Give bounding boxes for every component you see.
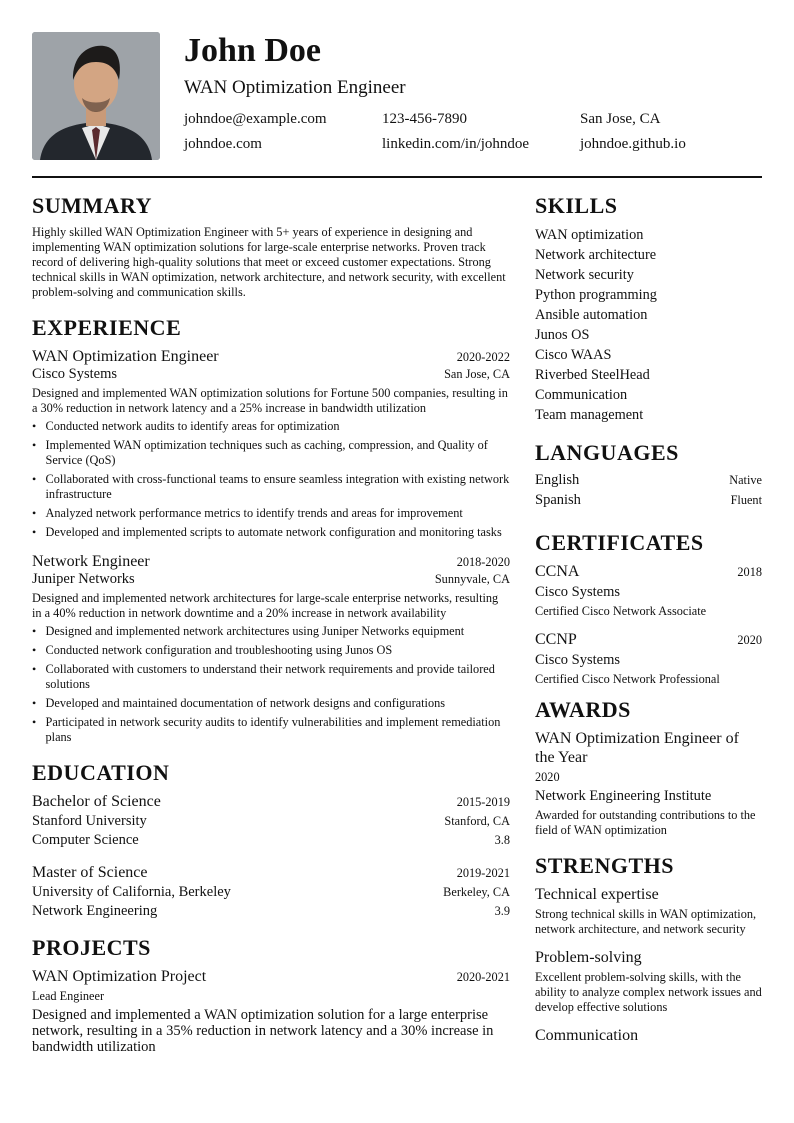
experience-heading: EXPERIENCE — [32, 315, 182, 340]
field-of-study: Computer Science — [32, 832, 139, 848]
bullet-item: • Conducted network audits to identify areas for optimization — [32, 419, 510, 434]
certificate-issuer: Cisco Systems — [535, 652, 620, 668]
awards-section — [535, 698, 762, 838]
awards-heading: AWARDS — [535, 697, 631, 722]
job-company: Cisco Systems — [32, 366, 117, 382]
skill-item: Communication — [535, 387, 628, 403]
project-role: Lead Engineer — [32, 989, 105, 1003]
skills-section — [535, 194, 762, 425]
job-title: Network Engineer — [32, 553, 150, 570]
job-entry — [32, 552, 510, 745]
language-name: English — [535, 472, 580, 488]
certificate-entry — [535, 562, 762, 619]
school-name: Stanford University — [32, 813, 147, 829]
certificate-year: 2018 — [737, 565, 762, 579]
skill-item: Riverbed SteelHead — [535, 367, 650, 383]
certificates-section — [535, 531, 762, 687]
strength-description: Strong technical skills in WAN optimization, network architecture, and network security — [535, 907, 757, 936]
contact-github[interactable]: johndoe.github.io — [580, 136, 686, 152]
certificates-heading: CERTIFICATES — [535, 530, 704, 555]
education-entry — [32, 792, 510, 849]
education-dates: 2015-2019 — [456, 795, 510, 809]
strength-entry — [535, 948, 762, 1015]
projects-section — [32, 936, 510, 1055]
projects-heading: PROJECTS — [32, 935, 151, 960]
languages-section — [535, 441, 762, 509]
skill-item: Network security — [535, 267, 634, 283]
languages-heading: LANGUAGES — [535, 440, 679, 465]
degree-name: Master of Science — [32, 864, 148, 881]
job-location: San Jose, CA — [444, 367, 510, 381]
job-description: Designed and implemented network architectures for large-scale enterprise networks, resulting in a 40% reduction in network downtime and a 20% increase in network availability — [32, 591, 499, 620]
project-title: WAN Optimization Project — [32, 968, 207, 985]
skill-item: Cisco WAAS — [535, 347, 612, 363]
contact-website[interactable]: johndoe.com — [184, 136, 262, 152]
bullet-item: • Analyzed network performance metrics to identify trends and areas for improvement — [32, 506, 510, 521]
bullet-item: • Designed and implemented network architectures using Juniper Networks equipment — [32, 624, 510, 639]
certificate-issuer: Cisco Systems — [535, 584, 620, 600]
school-location: Berkeley, CA — [443, 885, 510, 899]
bullet-item: • Developed and implemented scripts to automate network configuration and monitoring tasks — [32, 525, 510, 540]
gpa-value: 3.8 — [494, 833, 510, 847]
candidate-title: WAN Optimization Engineer — [184, 77, 406, 98]
school-name: University of California, Berkeley — [32, 884, 231, 900]
education-section — [32, 761, 510, 920]
education-heading: EDUCATION — [32, 760, 170, 785]
left-column — [32, 194, 510, 1071]
experience-section — [32, 316, 510, 745]
strengths-section — [535, 854, 762, 1045]
job-title: WAN Optimization Engineer — [32, 348, 219, 365]
gpa-value: 3.9 — [494, 904, 510, 918]
skills-heading: SKILLS — [535, 193, 618, 218]
bullet-item: • Conducted network configuration and troubleshooting using Junos OS — [32, 643, 510, 658]
portrait-icon — [32, 32, 160, 160]
award-title: WAN Optimization Engineer of the Year — [535, 730, 739, 766]
job-dates: 2020-2022 — [456, 350, 510, 364]
education-dates: 2019-2021 — [456, 866, 510, 880]
award-description: Awarded for outstanding contributions to the field of WAN optimization — [535, 808, 756, 837]
school-location: Stanford, CA — [444, 814, 510, 828]
degree-name: Bachelor of Science — [32, 793, 161, 810]
contact-linkedin[interactable]: linkedin.com/in/johndoe — [382, 136, 530, 152]
award-year: 2020 — [535, 770, 560, 784]
job-entry — [32, 347, 510, 540]
certificate-year: 2020 — [737, 633, 762, 647]
job-company: Juniper Networks — [32, 571, 135, 587]
bullet-item: • Developed and maintained documentation of network designs and configurations — [32, 696, 510, 711]
contact-location: San Jose, CA — [580, 111, 661, 127]
skill-item: Team management — [535, 407, 644, 423]
skill-item: Junos OS — [535, 327, 590, 343]
certificate-name: CCNA — [535, 563, 580, 580]
bullet-item: • Implemented WAN optimization techniques such as caching, compression, and Quality of Service (QoS) — [32, 438, 510, 468]
project-dates: 2020-2021 — [456, 970, 510, 984]
certificate-name: CCNP — [535, 631, 577, 648]
field-of-study: Network Engineering — [32, 903, 158, 919]
job-description: Designed and implemented WAN optimization solutions for Fortune 500 companies, resulting in a 30% reduction in network latency and a 25% increase in bandwidth utilization — [32, 386, 508, 415]
right-column — [535, 194, 762, 1061]
bullet-item: • Collaborated with customers to understand their network requirements and provide tailored solutions — [32, 662, 510, 692]
bullet-item: • Participated in network security audits to identify vulnerabilities and implement remediation plans — [32, 715, 510, 745]
certificate-description: Certified Cisco Network Professional — [535, 672, 720, 686]
award-entry — [535, 729, 762, 838]
bullet-item: • Collaborated with cross-functional teams to ensure seamless integration with existing network infrastructure — [32, 472, 510, 502]
education-entry — [32, 863, 510, 920]
skill-item: Network architecture — [535, 247, 657, 263]
project-description: Designed and implemented a WAN optimization solution for a large enterprise network, resulting in a 35% reduction in network latency and a 30% increase in bandwidth utilization — [32, 1007, 494, 1055]
strength-title: Problem-solving — [535, 949, 642, 966]
header-divider — [32, 176, 762, 178]
profile-photo — [32, 32, 160, 160]
skill-item: WAN optimization — [535, 227, 644, 243]
skill-item: Python programming — [535, 287, 657, 303]
job-bullets — [32, 624, 510, 745]
job-dates: 2018-2020 — [456, 555, 510, 569]
resume-header — [32, 32, 762, 160]
job-location: Sunnyvale, CA — [434, 572, 510, 586]
strength-entry — [535, 885, 762, 937]
language-level: Fluent — [730, 493, 762, 507]
strength-title: Communication — [535, 1027, 639, 1044]
strength-title: Technical expertise — [535, 886, 659, 903]
job-bullets — [32, 419, 510, 540]
language-name: Spanish — [535, 492, 581, 508]
summary-heading: SUMMARY — [32, 193, 153, 218]
certificate-description: Certified Cisco Network Associate — [535, 604, 707, 618]
certificate-entry — [535, 630, 762, 687]
contact-phone[interactable]: 123-456-7890 — [382, 111, 467, 127]
project-entry — [32, 967, 510, 1055]
candidate-name: John Doe — [184, 32, 321, 69]
strengths-heading: STRENGTHS — [535, 853, 674, 878]
strength-description: Excellent problem-solving skills, with the ability to analyze complex network issues and develop effective solutions — [535, 970, 762, 1014]
summary-text: Highly skilled WAN Optimization Engineer with 5+ years of experience in designing and implementing WAN optimization solutions for large-scale enterprise networks. Proven track record of delivering high-quality solutions that meet or exceed customer expectations. Strong technical skills in WAN optimization, network architecture, and network security, with excellent problem-solving and communication skills. — [32, 225, 506, 299]
strength-entry — [535, 1026, 762, 1045]
summary-section — [32, 194, 510, 300]
language-level: Native — [729, 473, 762, 487]
skill-item: Ansible automation — [535, 307, 648, 323]
award-issuer: Network Engineering Institute — [535, 788, 712, 804]
contact-email[interactable]: johndoe@example.com — [184, 111, 327, 127]
